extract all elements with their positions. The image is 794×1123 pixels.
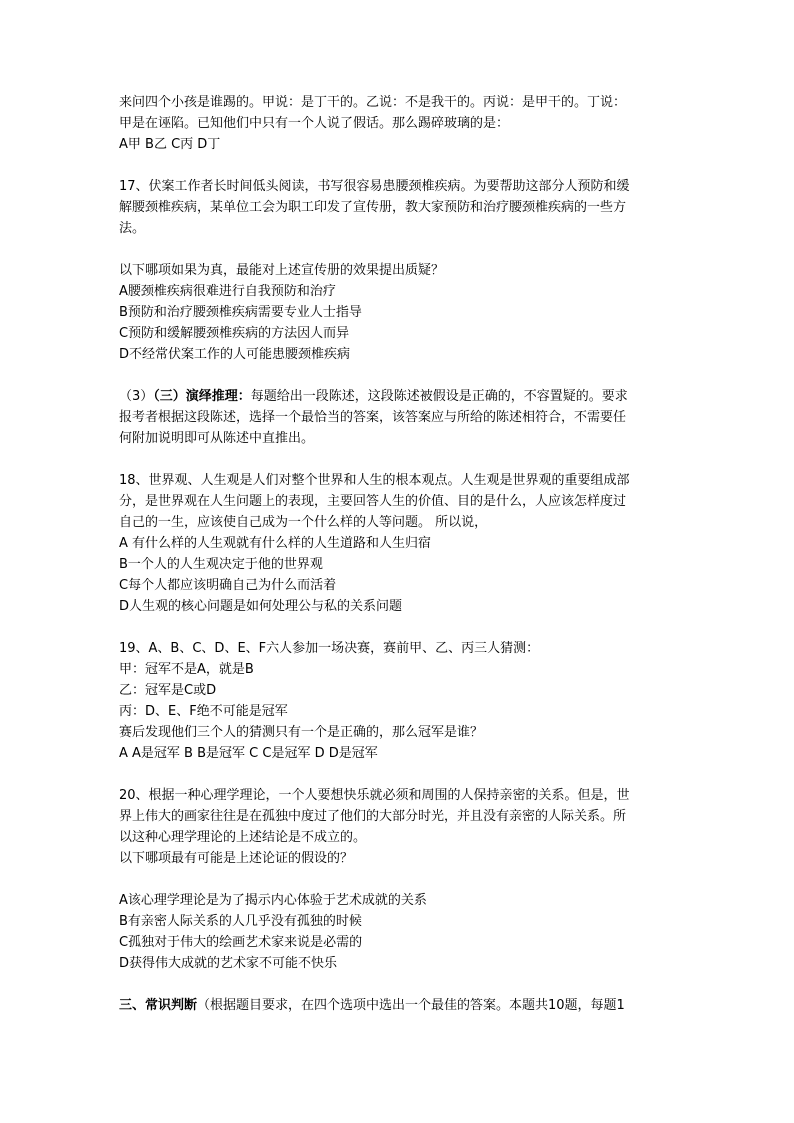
q16-line-2: 甲是在诬陷。已知他们中只有一个人说了假话。那么踢碎玻璃的是： (119, 116, 510, 131)
q20-stem-line-2: 界上伟大的画家往往是在孤独中度过了他们的大部分时光，并且没有亲密的人际关系。所 (119, 809, 627, 824)
q19-question: 赛后发现他们三个人的猜测只有一个是正确的，那么冠军是谁？ (119, 725, 484, 740)
q17-option-c: C预防和缓解腰颈椎疾病的方法因人而异 (119, 326, 350, 341)
q16-options: A甲 B乙 C丙 D丁 (119, 137, 221, 152)
section3-intro: 每题给出一段陈述，这段陈述被假设是正确的，不容置疑的。要求 (250, 389, 628, 404)
q20-question: 以下哪项最有可能是上述论证的假设的？ (119, 851, 354, 866)
q18-stem-line-2: 分，是世界观在人生问题上的表现，主要回答人生的价值、目的是什么，人应该怎样度过 (119, 494, 627, 509)
q18-stem-line-1: 18、世界观、人生观是人们对整个世界和人生的根本观点。人生观是世界观的重要组成部 (119, 473, 630, 488)
section3-prefix: （3） (119, 389, 154, 404)
q18-option-b: B一个人的人生观决定于他的世界观 (119, 557, 323, 572)
common-knowledge-instructions: （根据题目要求，在四个选项中选出一个最佳的答案。本题共10题，每题1 (197, 998, 625, 1013)
q20-option-d: D获得伟大成就的艺术家不可能不快乐 (119, 956, 338, 971)
q20-option-c: C孤独对于伟大的绘画艺术家来说是必需的 (119, 935, 363, 950)
q19-guess-jia: 甲：冠军不是A，就是B (119, 662, 254, 677)
document-body (119, 92, 679, 1016)
q20-option-b: B有亲密人际关系的人几乎没有孤独的时候 (119, 914, 362, 929)
common-knowledge-title: 三、常识判断 (119, 998, 198, 1013)
q20-option-a: A该心理学理论是为了揭示内心体验于艺术成就的关系 (119, 893, 427, 908)
q17-option-a: A腰颈椎疾病很难进行自我预防和治疗 (119, 284, 336, 299)
common-knowledge-heading (119, 995, 679, 1016)
q17-stem-line-3: 法。 (119, 221, 146, 236)
q19-guess-yi: 乙：冠军是C或D (119, 683, 217, 698)
q19-stem-line-1: 19、A、B、C、D、E、F六人参加一场决赛，赛前甲、乙、丙三人猜测： (119, 641, 540, 656)
section3-heading-line (119, 386, 679, 407)
q17-option-b: B预防和治疗腰颈椎疾病需要专业人士指导 (119, 305, 362, 320)
section3-line-3: 何附加说明即可从陈述中直推出。 (119, 431, 315, 446)
section3-line-2: 报考者根据这段陈述，选择一个最恰当的答案，该答案应与所给的陈述相符合，不需要任 (119, 410, 627, 425)
q17-stem-line-2: 解腰颈椎疾病，某单位工会为职工印发了宣传册，教大家预防和治疗腰颈椎疾病的一些方 (119, 200, 627, 215)
q18-stem-line-3: 自己的一生，应该使自己成为一个什么样的人等问题。 所以说， (119, 515, 488, 530)
q20-stem-line-3: 以这种心理学理论的上述结论是不成立的。 (119, 830, 367, 845)
q20-stem-line-1: 20、根据一种心理学理论，一个人要想快乐就必须和周围的人保持亲密的关系。但是，世 (119, 788, 630, 803)
section3-title: （三）演绎推理： (153, 389, 251, 404)
q18-option-c: C每个人都应该明确自己为什么而活着 (119, 578, 337, 593)
q18-option-d: D人生观的核心问题是如何处理公与私的关系问题 (119, 599, 403, 614)
q17-stem-line-1: 17、伏案工作者长时间低头阅读，书写很容易患腰颈椎疾病。为要帮助这部分人预防和缓 (119, 179, 630, 194)
q16-line-1: 来问四个小孩是谁踢的。甲说：是丁干的。乙说：不是我干的。丙说：是甲干的。丁说： (119, 95, 627, 110)
q18-option-a: A 有什么样的人生观就有什么样的人生道路和人生归宿 (119, 536, 432, 551)
q19-guess-bing: 丙：D、E、F绝不可能是冠军 (119, 704, 288, 719)
q19-options: A A是冠军 B B是冠军 C C是冠军 D D是冠军 (119, 746, 378, 761)
q17-question: 以下哪项如果为真，最能对上述宣传册的效果提出质疑？ (119, 263, 445, 278)
q17-option-d: D不经常伏案工作的人可能患腰颈椎疾病 (119, 347, 351, 362)
